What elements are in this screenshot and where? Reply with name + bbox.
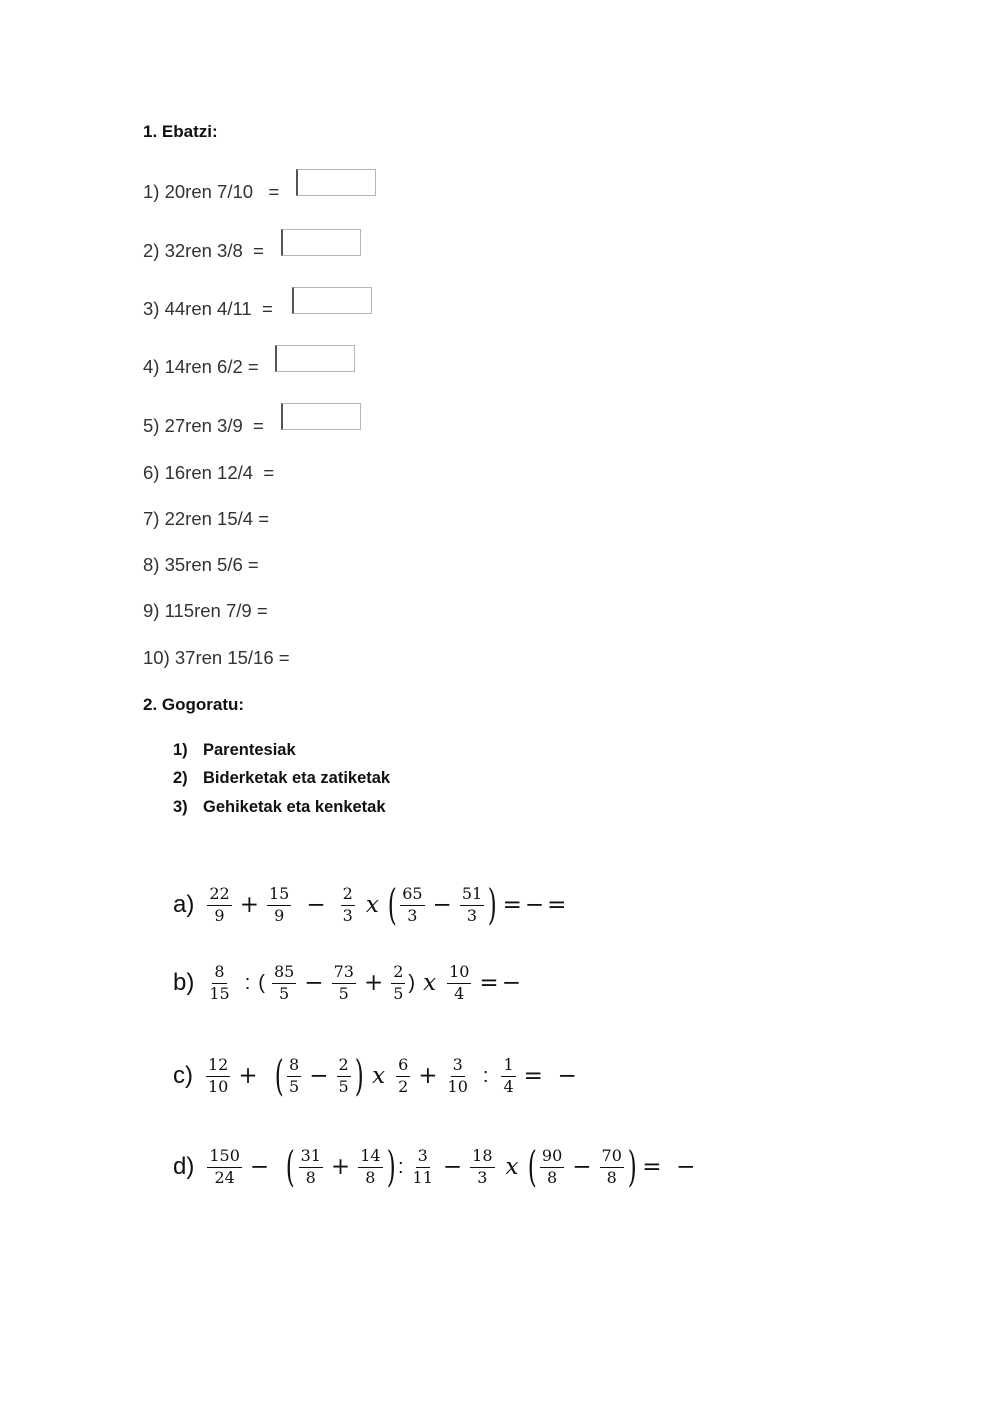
problem-a [173,880,574,929]
left-paren: ( [527,1142,537,1191]
exercise-8: 8) 35ren 5/6 = [143,554,259,575]
exercise-6: 6) 16ren 12/4 = [143,462,275,483]
rule-3-text: Gehiketak eta kenketak [203,798,386,816]
operator: − [304,970,324,997]
left-paren: ( [274,1051,284,1100]
rule-3-number: 3) [173,798,188,816]
exercise-3: 3) 44ren 4/11 = [143,298,273,319]
problem-d-label: d) [173,1153,195,1180]
problem-c-label: c) [173,1062,193,1089]
result-tail: = − [642,1154,696,1180]
result-tail: = − [523,1063,577,1089]
operator: − [432,892,452,918]
fraction: $\frac{12}{10}$ [208,1054,229,1096]
operator: − [309,1063,329,1089]
fraction: $\frac{150}{24}$ [209,1145,240,1187]
left-paren: ( [285,1142,295,1191]
fraction: $\frac{6}{2}$ [398,1054,409,1096]
right-paren: ) [386,1142,396,1191]
fraction: $\frac{3}{10}$ [447,1054,468,1096]
section-1-heading: 1. Ebatzi: [143,122,218,141]
divide-sign: : [244,971,251,994]
fraction: $\frac{70}{8}$ [601,1145,622,1187]
multiply-sign: x [423,970,437,997]
left-paren: ( [387,880,397,929]
right-paren: ) [408,971,416,994]
fraction: $\frac{85}{5}$ [273,962,295,1003]
exercise-9: 9) 115ren 7/9 = [143,600,268,621]
answer-box-5[interactable] [281,403,361,430]
exercise-10: 10) 37ren 15/16 = [143,647,290,668]
problem-b [173,964,529,1003]
right-paren: ) [487,880,497,929]
exercise-2: 2) 32ren 3/8 = [143,240,264,261]
rule-1-number: 1) [173,741,188,759]
answer-box-1[interactable] [296,169,376,196]
divide-sign: : [397,1155,404,1178]
fraction: $\frac{31}{8}$ [300,1145,321,1187]
fraction: $\frac{1}{4}$ [503,1054,514,1096]
answer-box-2[interactable] [281,229,361,256]
operator: + [330,1154,351,1180]
rule-1-text: Parentesiak [203,741,296,759]
exercise-1: 1) 20ren 7/10 = [143,181,280,202]
fraction: $\frac{18}{3}$ [472,1145,493,1187]
right-paren: ) [354,1051,364,1100]
fraction: $\frac{90}{8}$ [541,1145,563,1187]
fraction: $\frac{73}{5}$ [333,962,354,1003]
operator: + [239,892,259,918]
result-tail: =− [479,970,524,997]
divide-sign: : [482,1064,489,1087]
fraction: $\frac{3}{11}$ [412,1145,433,1187]
operator: + [238,1063,258,1089]
fraction: $\frac{10}{4}$ [449,962,470,1003]
fraction: $\frac{15}{9}$ [268,883,290,925]
problem-b-label: b) [173,969,195,997]
problem-a-label: a) [173,891,195,918]
right-paren: ) [627,1142,637,1191]
exercise-7: 7) 22ren 15/4 = [143,508,269,529]
left-paren: ( [258,971,265,994]
operator: + [363,970,384,997]
problem-c [173,1051,582,1100]
multiply-sign: x [505,1154,519,1180]
fraction: $\frac{51}{3}$ [461,883,483,925]
multiply-sign: x [372,1063,386,1089]
multiply-sign: x [365,892,379,918]
operator: − [572,1154,592,1180]
exercise-5: 5) 27ren 3/9 = [143,415,264,436]
rule-2-number: 2) [173,769,188,787]
fraction: $\frac{14}{8}$ [360,1145,381,1187]
exercise-4: 4) 14ren 6/2 = [143,356,259,377]
operator: − [249,1154,270,1180]
rule-2-text: Biderketak eta zatiketak [203,769,391,787]
fraction: $\frac{2}{5}$ [338,1054,349,1096]
problem-d [173,1142,700,1191]
fraction: $\frac{8}{5}$ [289,1054,300,1096]
fraction: $\frac{65}{3}$ [402,883,423,925]
fraction: $\frac{2}{5}$ [393,962,404,1003]
fraction: $\frac{8}{15}$ [209,962,230,1003]
result-tail: =−= [502,892,570,918]
section-2-heading: 2. Gogoratu: [143,695,245,714]
fraction: $\frac{22}{9}$ [209,883,230,925]
operator: − [306,892,326,918]
answer-box-3[interactable] [292,287,372,314]
answer-box-4[interactable] [275,345,355,372]
fraction: $\frac{2}{3}$ [342,883,353,925]
operator: + [418,1063,438,1089]
operator: − [442,1154,463,1180]
